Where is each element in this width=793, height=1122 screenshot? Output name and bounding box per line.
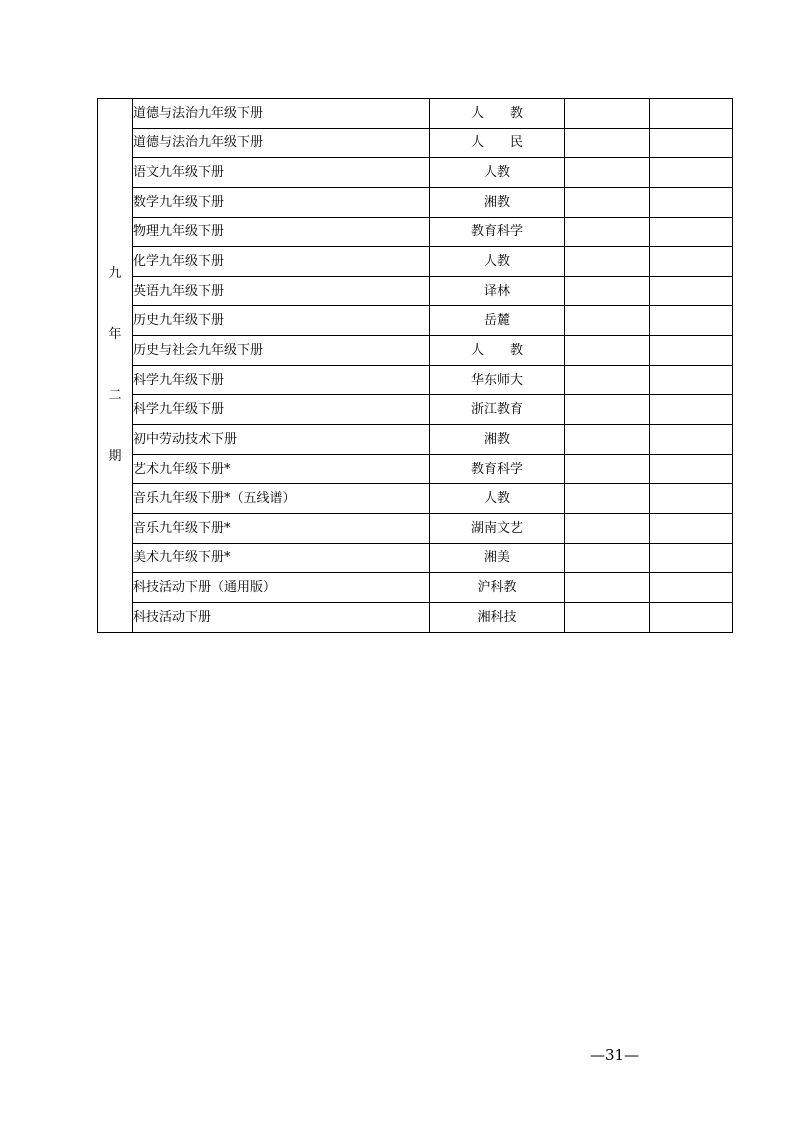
table-row [98, 395, 733, 425]
empty-cell [650, 128, 733, 158]
table-row [98, 217, 733, 247]
empty-cell [650, 99, 733, 129]
publisher-cell: 人 教 [430, 99, 565, 129]
book-title-cell: 历史与社会九年级下册 [133, 336, 430, 366]
book-title-cell: 科技活动下册（通用版） [133, 573, 430, 603]
publisher-cell: 湘科技 [430, 602, 565, 632]
empty-cell [565, 336, 650, 366]
table-row [98, 513, 733, 543]
empty-cell [565, 276, 650, 306]
publisher-cell: 人教 [430, 484, 565, 514]
empty-cell [565, 187, 650, 217]
empty-cell [650, 336, 733, 366]
book-title-cell: 科技活动下册 [133, 602, 430, 632]
empty-cell [565, 454, 650, 484]
publisher-cell: 教育科学 [430, 217, 565, 247]
book-title-cell: 语文九年级下册 [133, 158, 430, 188]
book-title-cell: 历史九年级下册 [133, 306, 430, 336]
publisher-cell: 沪科教 [430, 573, 565, 603]
empty-cell [565, 395, 650, 425]
publisher-cell: 译林 [430, 276, 565, 306]
table-row [98, 99, 733, 129]
empty-cell [650, 454, 733, 484]
publisher-cell: 岳麓 [430, 306, 565, 336]
empty-cell [650, 217, 733, 247]
table-row [98, 306, 733, 336]
book-title-cell: 数学九年级下册 [133, 187, 430, 217]
table-row [98, 276, 733, 306]
table-row [98, 247, 733, 277]
table-row [98, 484, 733, 514]
empty-cell [650, 247, 733, 277]
empty-cell [565, 247, 650, 277]
publisher-cell: 华东师大 [430, 365, 565, 395]
textbook-table [97, 98, 733, 633]
empty-cell [565, 484, 650, 514]
table-row [98, 602, 733, 632]
empty-cell [565, 158, 650, 188]
empty-cell [650, 306, 733, 336]
publisher-cell: 湘教 [430, 425, 565, 455]
empty-cell [650, 425, 733, 455]
empty-cell [650, 602, 733, 632]
empty-cell [565, 128, 650, 158]
book-title-cell: 物理九年级下册 [133, 217, 430, 247]
publisher-cell: 教育科学 [430, 454, 565, 484]
empty-cell [650, 484, 733, 514]
empty-cell [565, 217, 650, 247]
empty-cell [650, 158, 733, 188]
book-title-cell: 道德与法治九年级下册 [133, 128, 430, 158]
table-row [98, 336, 733, 366]
empty-cell [565, 99, 650, 129]
publisher-cell: 人 教 [430, 336, 565, 366]
empty-cell [650, 276, 733, 306]
table-row [98, 187, 733, 217]
publisher-cell: 人教 [430, 158, 565, 188]
table-row [98, 573, 733, 603]
textbook-table-body [98, 99, 733, 633]
empty-cell [565, 365, 650, 395]
book-title-cell: 英语九年级下册 [133, 276, 430, 306]
publisher-cell: 人 民 [430, 128, 565, 158]
publisher-cell: 浙江教育 [430, 395, 565, 425]
empty-cell [565, 573, 650, 603]
empty-cell [650, 513, 733, 543]
book-title-cell: 艺术九年级下册* [133, 454, 430, 484]
publisher-cell: 人教 [430, 247, 565, 277]
table-row [98, 365, 733, 395]
table-row [98, 425, 733, 455]
book-title-cell: 化学九年级下册 [133, 247, 430, 277]
semester-char: 二 [108, 388, 122, 404]
empty-cell [650, 395, 733, 425]
book-title-cell: 音乐九年级下册* [133, 513, 430, 543]
table-row [98, 128, 733, 158]
empty-cell [650, 365, 733, 395]
publisher-cell: 湘美 [430, 543, 565, 573]
book-title-cell: 初中劳动技术下册 [133, 425, 430, 455]
empty-cell [650, 543, 733, 573]
book-title-cell: 音乐九年级下册*（五线谱） [133, 484, 430, 514]
semester-char: 期 [108, 449, 122, 465]
book-title-cell: 科学九年级下册 [133, 365, 430, 395]
page-number: —31— [590, 1046, 640, 1064]
empty-cell [565, 513, 650, 543]
semester-char: 九 [108, 266, 122, 282]
empty-cell [565, 425, 650, 455]
semester-label [98, 267, 132, 463]
publisher-cell: 湖南文艺 [430, 513, 565, 543]
empty-cell [650, 187, 733, 217]
semester-cell [98, 99, 133, 633]
table-row [98, 543, 733, 573]
empty-cell [650, 573, 733, 603]
empty-cell [565, 602, 650, 632]
empty-cell [565, 306, 650, 336]
empty-cell [565, 543, 650, 573]
book-title-cell: 道德与法治九年级下册 [133, 99, 430, 129]
table-row [98, 454, 733, 484]
publisher-cell: 湘教 [430, 187, 565, 217]
semester-char: 年 [108, 327, 122, 343]
book-title-cell: 科学九年级下册 [133, 395, 430, 425]
table-row [98, 158, 733, 188]
book-title-cell: 美术九年级下册* [133, 543, 430, 573]
